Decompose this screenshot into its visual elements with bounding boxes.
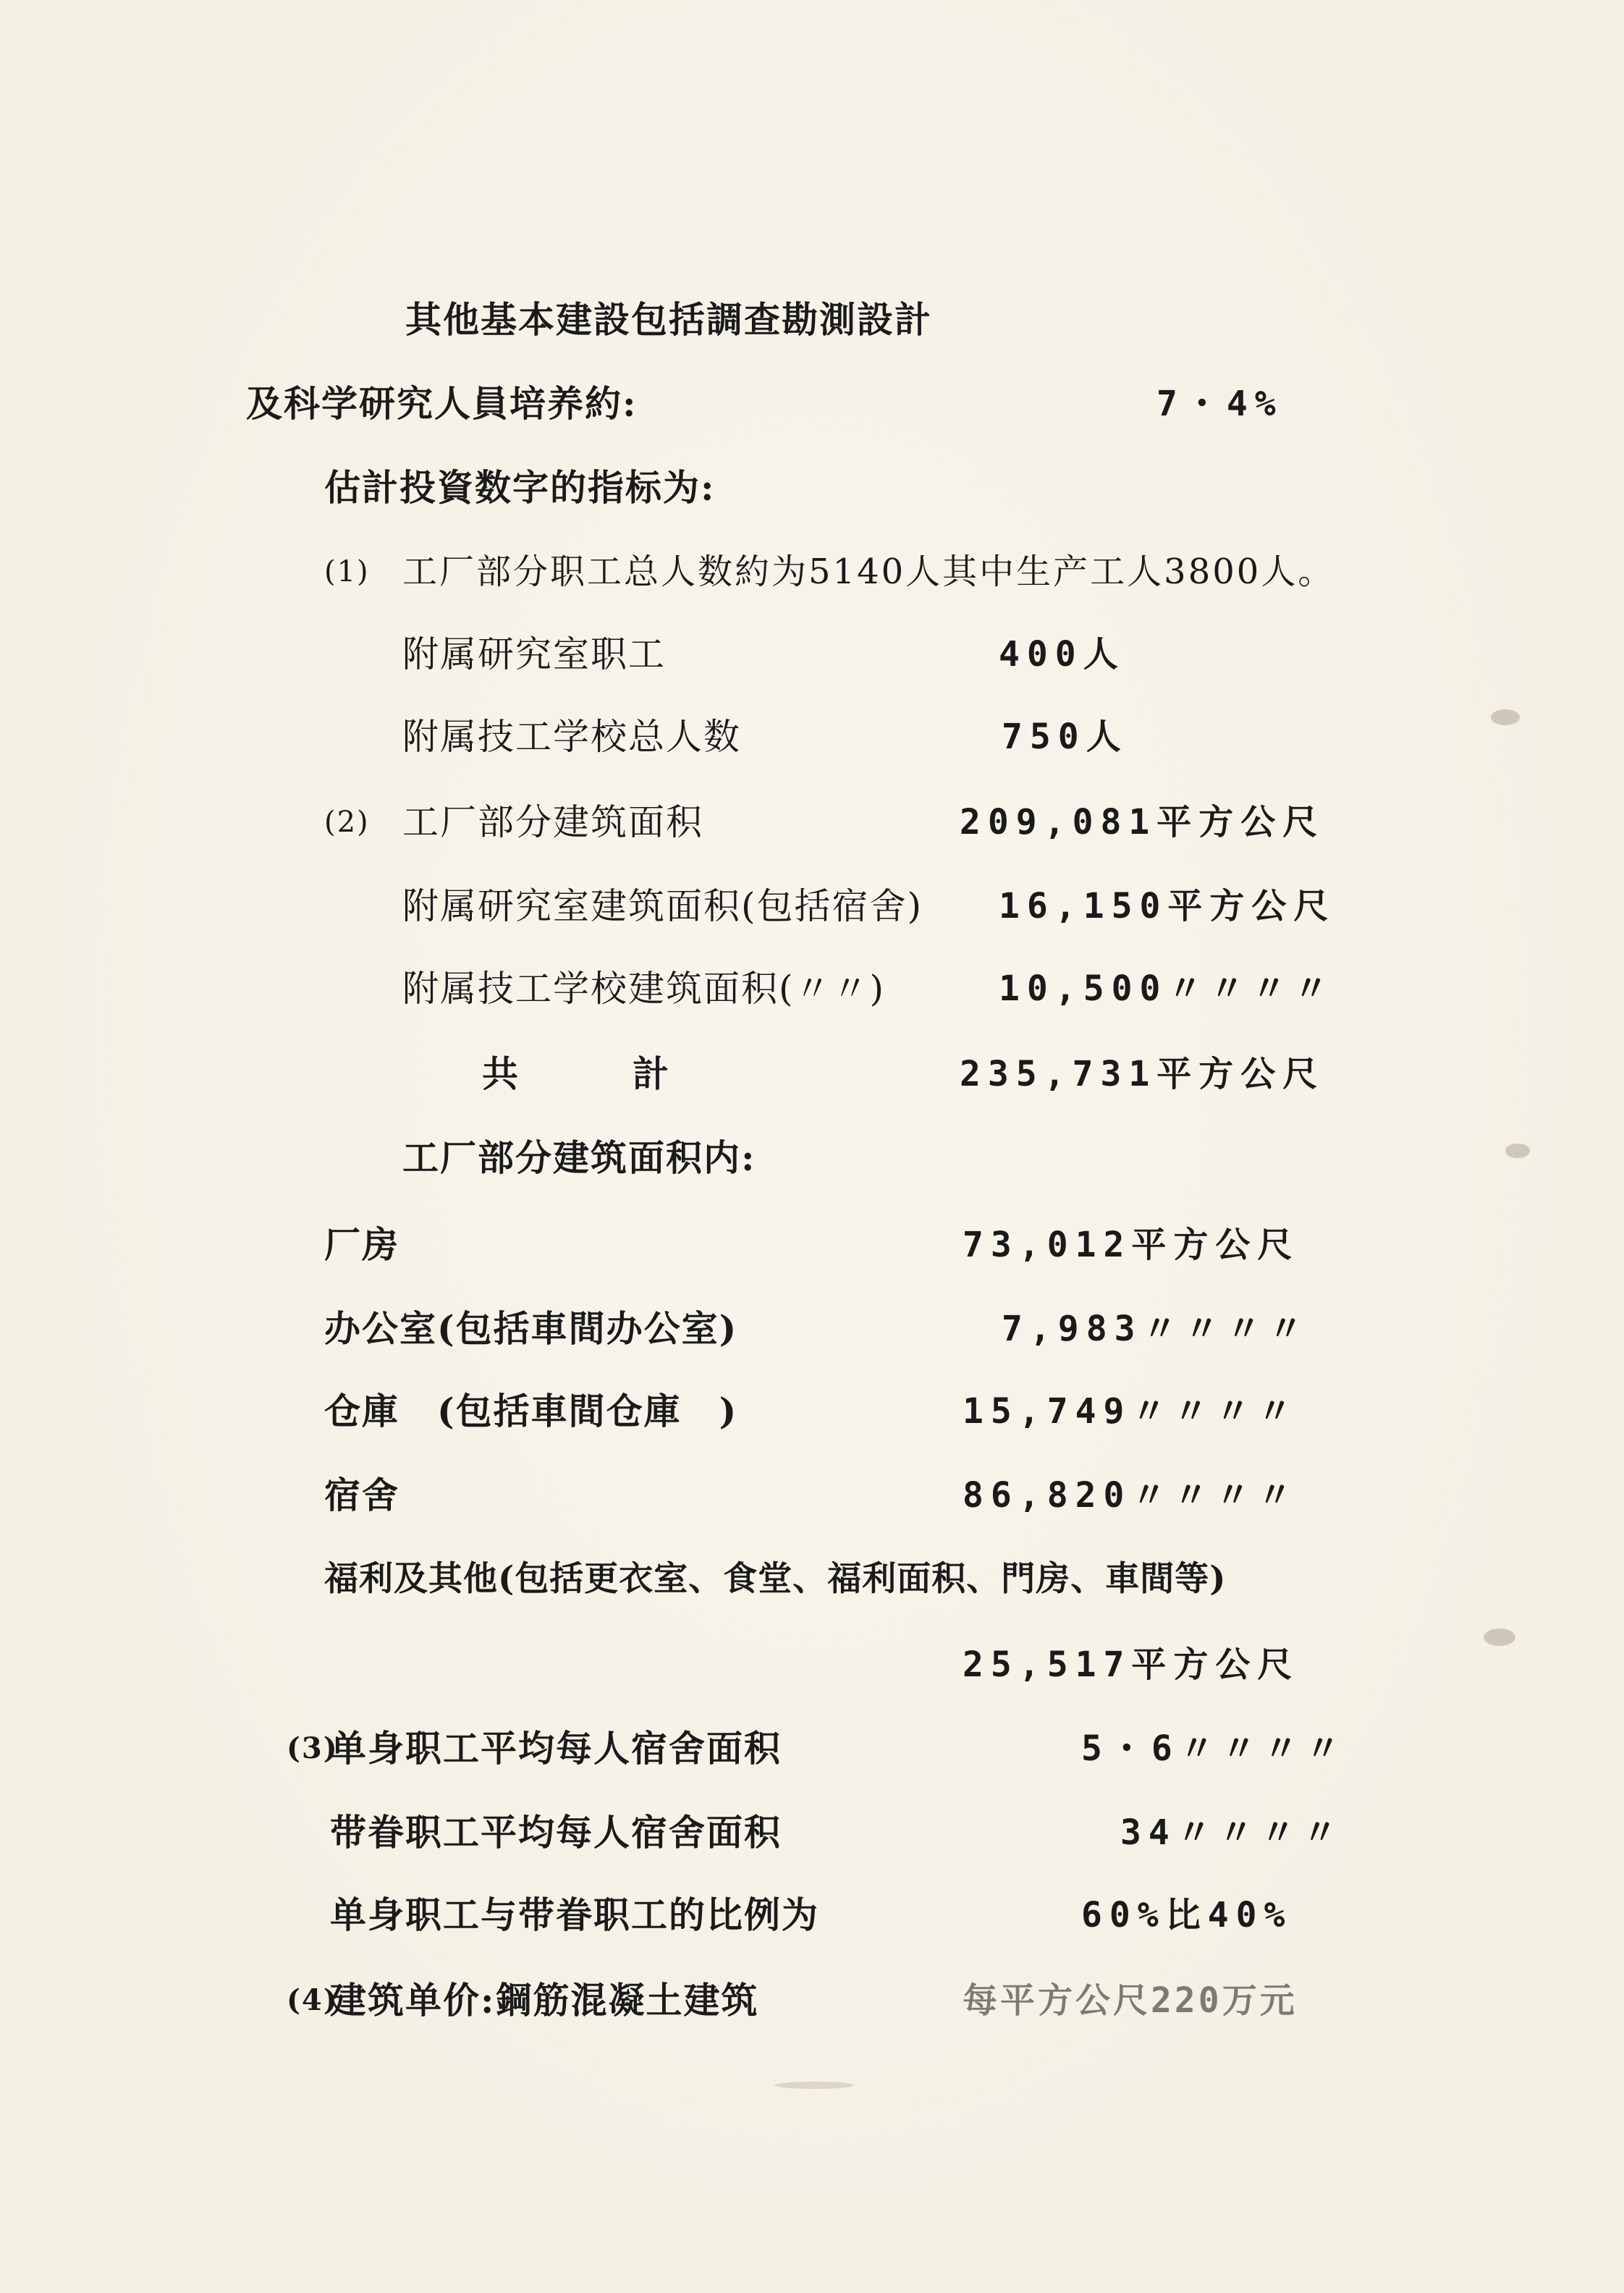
breakdown-row-value: 86,820〃〃〃〃 — [963, 1475, 1300, 1516]
section3-row-label: 单身职工与带眷职工的比例为 — [330, 1893, 819, 1936]
breakdown-title: 工厂部分建筑面积内: — [402, 1136, 756, 1179]
intro-text: 估計投資数字的指标为: — [324, 466, 716, 509]
section3-marker: (3) — [287, 1731, 339, 1765]
section3-row-value: 34〃〃〃〃 — [1120, 1812, 1345, 1853]
section2-total-label: 共 計 — [482, 1052, 670, 1095]
breakdown-row-label: 办公室(包括車間办公室) — [324, 1307, 738, 1350]
section4-marker: (4) — [287, 1983, 339, 2017]
breakdown-row-value: 7,983〃〃〃〃 — [1002, 1309, 1311, 1349]
breakdown-row-value: 73,012平方公尺 — [963, 1225, 1300, 1265]
breakdown-row-label: 宿舍 — [324, 1474, 399, 1516]
paper-speck — [1484, 1629, 1515, 1646]
paper-speck — [774, 2082, 854, 2089]
section4-value: 每平方公尺220万元 — [963, 1980, 1298, 2021]
section2-row-value: 209,081平方公尺 — [960, 802, 1325, 843]
section2-row-label: 工厂部分建筑面积 — [402, 801, 703, 843]
section1-marker: (1) — [324, 555, 370, 588]
heading-line2: 及科学研究人員培养約: — [246, 382, 638, 425]
breakdown-row-label: 厂房 — [324, 1223, 399, 1266]
section1-text: 工厂部分职工总人数約为5140人其中生产工人3800人。 — [402, 552, 1335, 592]
section2-marker: (2) — [324, 806, 370, 839]
section2-total-value: 235,731平方公尺 — [960, 1054, 1325, 1094]
paper-speck — [1491, 709, 1520, 725]
section1-row-value: 400人 — [999, 634, 1125, 675]
section3-row-label: 单身职工平均每人宿舍面积 — [330, 1727, 782, 1770]
section2-row-label: 附属研究室建筑面积(包括宿舍) — [402, 885, 923, 927]
section2-row-label: 附属技工学校建筑面积(〃〃) — [402, 968, 886, 1010]
heading-line1: 其他基本建設包括調查勘測設計 — [405, 298, 932, 341]
heading-percent: 7・4% — [1156, 384, 1283, 424]
breakdown-welfare-label: 福利及其他(包括更衣室、食堂、福利面积、門房、車間等) — [324, 1559, 1227, 1599]
section3-row-label: 带眷职工平均每人宿舍面积 — [330, 1811, 782, 1854]
breakdown-row-label: 仓庫 (包括車間仓庫 ) — [324, 1390, 738, 1432]
breakdown-welfare-value: 25,517平方公尺 — [963, 1644, 1300, 1685]
breakdown-row-value: 15,749〃〃〃〃 — [963, 1391, 1300, 1432]
section1-row-value: 750人 — [1002, 717, 1128, 757]
section4-label: 建筑单价:鋼筋混凝土建筑 — [330, 1979, 759, 2022]
section3-row-value: 60%比40% — [1081, 1895, 1293, 1935]
paper-speck — [1505, 1144, 1530, 1158]
section1-row-label: 附属研究室职工 — [402, 633, 666, 675]
section2-row-value: 16,150平方公尺 — [999, 886, 1336, 926]
section2-row-value: 10,500〃〃〃〃 — [999, 968, 1336, 1009]
section3-row-value: 5・6〃〃〃〃 — [1081, 1728, 1348, 1769]
section1-row-label: 附属技工学校总人数 — [402, 716, 741, 758]
